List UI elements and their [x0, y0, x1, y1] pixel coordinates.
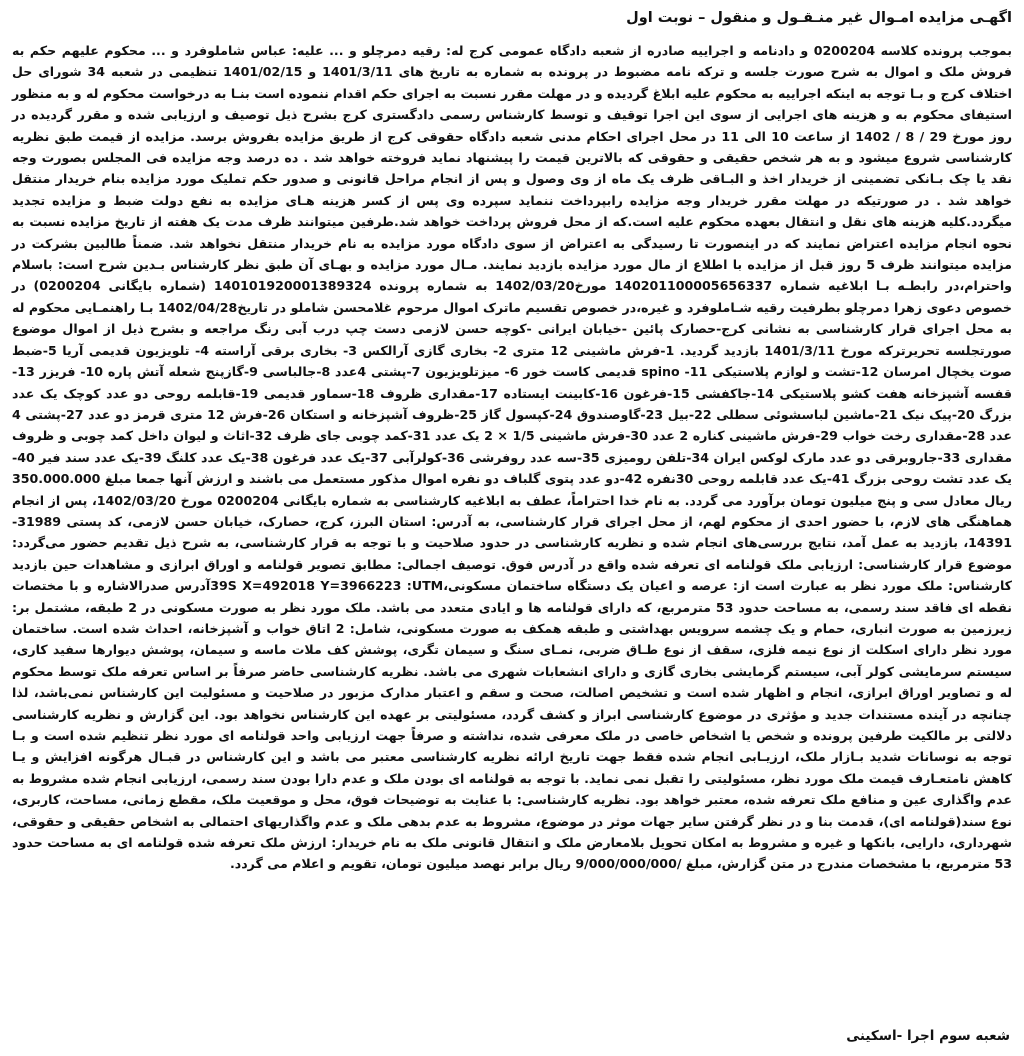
notice-title: اگهـی مزایده امـوال غیر منـقـول و منقول – نوبت اول — [626, 10, 1012, 26]
notice-body — [12, 40, 1012, 875]
notice-paragraph: بموجب پرونده کلاسه 0200204 و دادنامه و اجراییه صادره از شعبه دادگاه عمومی کرج له: رقیه دمرچلو و ... علیه: عباس شاملوفرد و ... محکوم علیهم حکم به فروش ملک و اموال به شرح صورت جلسه و ترکه نامه مضبوط در پرونده به شماره به تاریخ های 1401/3/11 و 1401/02/15 تنظیمی در شعبه 34 شورای حل اختلاف کرج و بـا توجه به اینکه اجراییه به محکوم علیه ابلاغ گردیده و در مهلت مقرر نسبت به اجرای حکم اقدام ننموده است بنـا به درخواست محکوم له و به منظور استیفای محکوم به و هزینه های اجرایی از سوی این اجرا توقیف و توسط کارشناس رسمی دادگستری کرج بشرح ذیل توصیف و ارزیابی شده و مقرر گردیده در روز مورخ 29 / 8 / 1402 از ساعت 10 الی 11 در محل اجرای احکام مدنی شعبه دادگاه حقوقی کرج از طریق مزایده بفروش برسد. مزایده از قیمت طبق نظریه کارشناسی شروع میشود و به هر شخص حقیقی و حقوقی که بالاترین قیمت را پیشنهاد نماید فروخته خواهد شد . ده درصد وجه مزایده فی المجلس بصورت وجه نقد یا چک بـانکی تضمینی از خریدار اخذ و البـاقی ظرف یک ماه از وی وصول و پس از انجام مراحل قانونی و صدور حکم تملیک مورد مزایده بنام خریدار منتقل خواهد شد . در صورتیکه در مهلت مقرر خریدار وجه مزایده رابپرداخت ننماید سپرده وی پس از کسر هزینه هـای مزایده به نفع دولت ضبط و مزایده تجدید میگردد.کلیه هزینه های نقل و انتقال بعهده محکوم علیه است.که از محل فروش پرداخت خواهد شد.طرفین میتوانند ظرف مدت یک هفته از تاریخ مزایده نسبت به نحوه انجام مزایده اعتراض نمایند که در اینصورت تا رسیدگی به اعتراض از سوی دادگاه مورد مزایده به نام خریدار منتقل نخواهد شد. ضمناً طالبین بشرکت در مزایده میتوانند ظرف 5 روز قبل از مزایده با اطلاع از مال مورد مزایده بازدید نمایند. مـال مورد مزایده و بهـای آن طبق نظر کارشناس بـدین شرح است: باسلام واحترام،در رابطـه بـا ابلاغیه شماره 140201100005656337 مورخ1402/03/20 به شماره پرونده 140101920001389324 (شماره بایگانی 0200204) در خصوص دعوی زهرا دمرچلو بطرفیت رقیه شـاملوفرد و غیره،در خصوص تقسیم ماترک اموال مرحوم غلامحسن شاملو در تاریخ1402/04/28 بـا راهنمـایی محکوم له به محل اجرای قرار کارشناسی به نشانی کرج-حصارک پائین -خیابان ایرانی -کوچه حسن لازمی دست چپ درب آبی رنگ مراجعه و بشرح ذیل از اموال موضوع صورتجلسه تحریرترکه مورخ 1401/3/11 بازدید گردید. 1-فرش ماشینی 12 متری 2- بخاری گازی آرالکس 3- بخاری برقی آراسته 4- تلویزیون قدیمی آریا 5-ضبط صوت یخچال امرسان 12-تشت و لوازم پلاستیکی 11- spino قدیمی کاست خور 6- میزتلویزیون 7-پشتی 4عدد 8-جالباسی 9-گازپنج شعله آتش پاره 10- فریزر 13-قفسه آشپزخانه هفت کشو پلاستیکی 14-جاکفشی 15-فرغون 16-کابینت ایستاده 17-مقداری ظروف 18-سماور قدیمی 19-قابلمه روحی دو عدد کوچک یک عدد بزرگ 20-پیک نیک 21-ماشین لباسشوئی سطلی 22-بیل 23-گاوصندوق 24-کپسول گاز 25-ظروف آشپزخانه و استکان 26-فرش 12 متری قرمز دو عدد 27-پشتی 4 عدد 28-مقداری رخت خواب 29-فرش ماشینی کناره 2 عدد 30-فرش ماشینی 1/5 × 2 یک عدد 31-کمد چوبی جای ظرف 32-اثاث و لیوان داخل کمد چوبی و ظروف مقداری 33-جاروبرقی دو عدد مارک لوکس ایران 34-تلفن رومیزی 35-سه عدد روفرشی 36-کولرآبی 37-یک عدد فرغون 38-یک عدد کلنگ 39-یک عدد سند فیر 40-یک عدد تشت روحی بزرگ 41-یک عدد قابلمه روحی 30نفره 42-دو عدد پتوی گلباف دو نفره اموال مذکور مستعمل می باشند و ارزش آنها جمعا مبلغ 350.000.000 ریال معادل سی و پنج میلیون تومان برآورد می گردد. به نام خدا احتراماً، عطف به ابلاغیه کارشناسی به شماره بایگانی 0200204 مورخ 1402/03/20، پس از انجام هماهنگی های لازم، با حضور احدی از محکوم لهم، از محل اجرای قرار کارشناسی، به آدرس: استان البرز، کرج، حصارک، خیابان حسن لازمی، کد پستی 31989-14391، بازدید به عمل آمد، نتایج بررسی‌های انجام شده و نظریه کارشناسی در حدود صلاحیت و با توجه به قرار کارشناسی، به شرح ذیل تقدیم حضور می‌گردد: موضوع قرار کارشناسی: ارزیابی ملک قولنامه ای تعرفه شده واقع در آدرس فوق. توصیف اجمالی: مطابق تصویر قولنامه و اوراق ابرازی و مشاهدات حین بازدید کارشناس: ملک مورد نظر به عبارت است از: عرصه و اعیان یک دستگاه ساختمان مسکونی،39S X=492018 Y=3966223 :UTMآدرس صدرالاشاره و با مختصات نقطه ای فاقد سند رسمی، به مساحت حدود 53 مترمربع، که دارای قولنامه ها و ایادی متعدد می باشد. ملک مورد نظر به صورت مسکونی در 2 طبقه، مشتمل بر: زیرزمین به صورت انباری، حمام و یک چشمه سرویس بهداشتی و طبقه همکف به صورت مسکونی، شامل: 2 اتاق خواب و آشپزخانه، احداث شده است. ساختمان مورد نظر دارای اسکلت از نوع نیمه فلزی، سقف از نوع طـاق ضربی، نمـای سنگ و سیمان تگری، پوشش کف ملات ماسه و سیمان، پوشش دیوارها سفید کاری، سیستم سرمایشی کولر آبی، سیستم گرمایشی بخاری گازی و دارای انشعابات شهری می باشد. نظریه کارشناسی حاضر صرفاً بر اساس تعرفه ملک توسط محکوم له و تصاویر اوراق ابرازی، انجام و اظهار شده است و تشخیص اصالت، صحت و سقم و اعتبار مدارک مزبور در صلاحیت و مسئولیت این کارشناس نمی‌باشد، لذا چنانچه در آینده مستندات جدید و مؤثری در موضوع کارشناسی ابراز و کشف گردد، مسئولیتی بر عهده این کارشناس نخواهد بود. این گزارش و نظریه کارشناسی دلالتی بر مالکیت طرفین پرونده و شخص یا اشخاص خاصی در ملک معرفی شده، نداشته و صرفاً جهت ارزیابی واحد قولنامه ای مورد نظر تنظیم شده است و بـا توجه به نوسانات شدید بـازار ملک، ارزیـابی انجام شده فقط جهت تاریخ ارائه نظریه کارشناسی معتبر می باشد و این کارشناس در قبـال هرگونه افزایش و یـا کاهش نامتعـارف قیمت ملک مورد نظر، مسئولیتی را تقبل نمی نماید. با توجه به قولنامه ای بودن ملک و عدم دارا بودن سند رسمی، ارزیابی انجام شده مشروط به عدم واگذاری عین و منافع ملک تعرفه شده، معتبر خواهد بود. نظریه کارشناسی: با عنایت به توضیحات فوق، محل و موقعیت ملک، مقطع زمانی، مساحت، کاربری، نوع سند(قولنامه ای)، قدمت بنا و در نظر گرفتن سایر جهات موثر در موضوع، مشروط به عدم بدهی ملک و عدم واگذاریهای احتمالی به اشخاص حقیقی و حقوقی، شهرداری، دارایی، بانکها و غیره و مشروط به امکان تحویل بلامعارض ملک و انتقال قانونی ملک به نام خریدار: ارزش ملک تعرفه شده قولنامه ای به مساحت حدود 53 مترمربع، با مشخصات مندرج در متن گزارش، مبلغ /9/000/000/000 ریال برابر نهصد میلیون تومان، تقویم و اعلام می گردد. — [12, 43, 1013, 872]
notice-signature: شعبه سوم اجرا -اسکینی — [846, 1028, 1010, 1044]
